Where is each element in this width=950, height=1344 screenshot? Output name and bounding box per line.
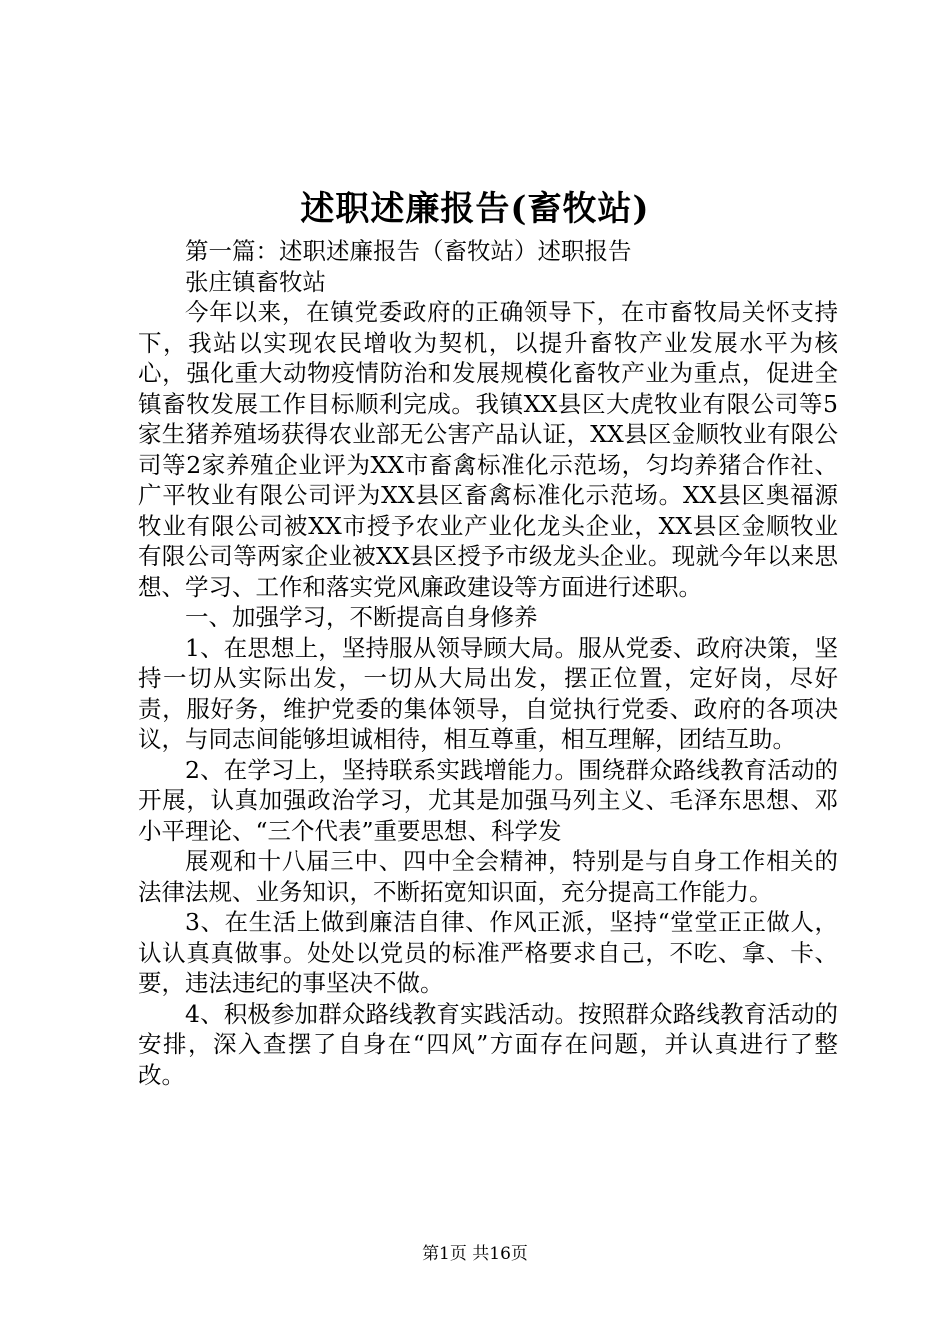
body-paragraph: 今年以来，在镇党委政府的正确领导下，在市畜牧局关怀支持下，我站以实现农民增收为契机，以提升畜牧产业发展水平为核心，强化重大动物疫情防治和发展规模化畜牧产业为重点，促进全镇畜牧发展工作目标顺利完成。我镇XX县区大虎牧业有限公司等5家生猪养殖场获得农业部无公害产品认证，XX县区金顺牧业有限公司等2家养殖企业评为XX市畜禽标准化示范场，匀均养猪合作社、广平牧业有限公司评为XX县区畜禽标准化示范场。XX县区奥福源牧业有限公司被XX市授予农业产业化龙头企业，XX县区金顺牧业有限公司等两家企业被XX县区授予市级龙头企业。现就今年以来思想、学习、工作和落实党风廉政建设等方面进行述职。 — [138, 298, 838, 601]
body-paragraph: 2、在学习上，坚持联系实践增能力。围绕群众路线教育活动的开展，认真加强政治学习，尤其是加强马列主义、毛泽东思想、邓小平理论、“三个代表”重要思想、科学发 — [138, 755, 838, 845]
document-body — [138, 236, 838, 1090]
body-paragraph: 1、在思想上，坚持服从领导顾大局。服从党委、政府决策，坚持一切从实际出发，一切从大局出发，摆正位置，定好岗，尽好责，服好务，维护党委的集体领导，自觉执行党委、政府的各项决议，与同志间能够坦诚相待，相互尊重，相互理解，团结互助。 — [138, 633, 838, 753]
document-title: 述职述廉报告(畜牧站) — [300, 189, 650, 229]
section-heading: 第一篇：述职述廉报告（畜牧站）述职报告 — [185, 237, 632, 265]
page-number-footer: 第1页 共16页 — [422, 1244, 528, 1264]
body-paragraph: 4、积极参加群众路线教育实践活动。按照群众路线教育活动的安排，深入查摆了自身在“四风”方面存在问题，并认真进行了整改。 — [138, 999, 838, 1089]
body-paragraph: 3、在生活上做到廉洁自律、作风正派，坚持“堂堂正正做人，认认真真做事。处处以党员的标准严格要求自己，不吃、拿、卡、要，违法违纪的事坚决不做。 — [138, 908, 838, 997]
author-line: 张庄镇畜牧站 — [185, 267, 326, 296]
body-paragraph: 展观和十八届三中、四中全会精神，特别是与自身工作相关的法律法规、业务知识，不断拓宽知识面，充分提高工作能力。 — [138, 847, 838, 906]
subsection-heading: 一、加强学习，不断提高自身修养 — [185, 603, 538, 631]
